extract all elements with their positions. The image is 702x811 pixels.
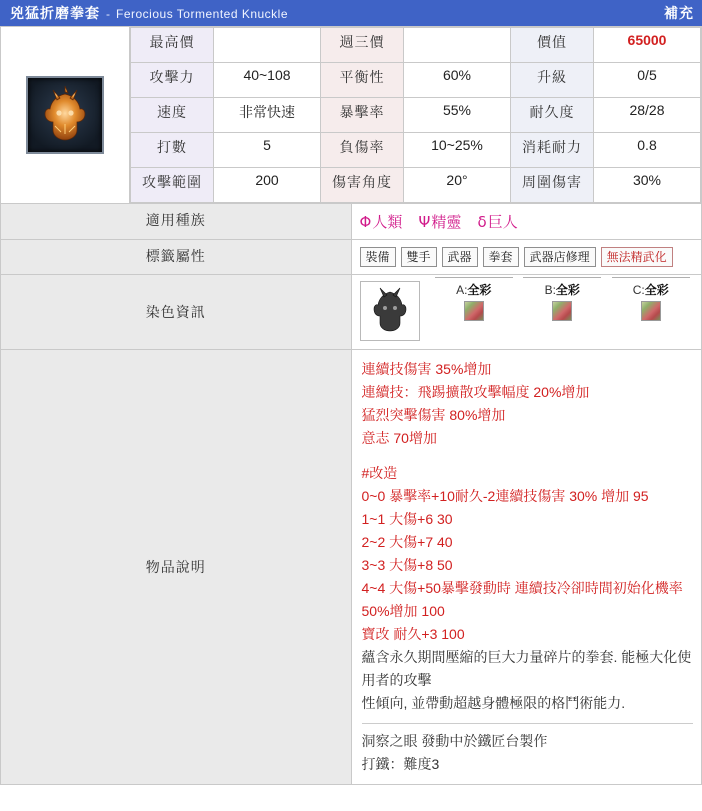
races-cell: [351, 204, 702, 240]
desc-line: 連續技傷害 35%增加: [361, 361, 492, 378]
race-elf-label: 精靈: [431, 214, 462, 231]
stat-value-wed-price: [404, 28, 511, 63]
dye-b-value: 全彩: [555, 283, 580, 298]
desc-line: 1~1 大傷+6 30: [361, 511, 453, 528]
stat-value-attack: 40~108: [214, 63, 321, 98]
dye-b-swatch[interactable]: [552, 301, 572, 321]
stat-value-balance: 60%: [404, 63, 511, 98]
stat-value-hits: 5: [214, 133, 321, 168]
tags-label: 標籤屬性: [1, 240, 352, 275]
stat-value-angle: 20°: [404, 168, 511, 203]
dye-columns: [430, 281, 696, 321]
stat-label-hits: 打數: [131, 133, 214, 168]
stat-value-crit: 55%: [404, 98, 511, 133]
tags-row: [1, 240, 702, 275]
stat-label-wed-price: 週三價: [321, 28, 404, 63]
desc-line: 4~4 大傷+50暴擊發動時 連續技冷卻時間初始化機率 50%增加 100: [361, 580, 687, 620]
stat-label-durability: 耐久度: [511, 98, 594, 133]
stats-row-2: [131, 63, 701, 98]
stats-grid: [130, 27, 701, 203]
race-giant-symbol: δ: [477, 213, 487, 231]
item-name-cn: 兇猛折磨拳套: [10, 5, 100, 21]
knuckle-item-icon: [35, 86, 95, 144]
races-label: 適用種族: [1, 204, 352, 240]
desc-line: 連續技：飛踢擴散攻擊幅度 20%增加: [361, 384, 590, 401]
title-supplement-label[interactable]: 補充: [664, 5, 694, 21]
stat-value-value: 65000: [594, 28, 701, 63]
title-bar: [0, 0, 702, 26]
stats-cell: [1, 27, 702, 204]
race-elf: [419, 214, 462, 231]
knuckle-silhouette-icon: [367, 286, 413, 336]
dye-column-a: [430, 281, 519, 321]
tag-knuckle[interactable]: 拳套: [483, 247, 519, 267]
stat-label-balance: 平衡性: [321, 63, 404, 98]
description-body: [352, 350, 702, 784]
tag-weapon[interactable]: 武器: [442, 247, 478, 267]
description-divider: [362, 723, 694, 724]
race-human-symbol: Φ: [359, 213, 372, 231]
stat-label-upgrade: 升級: [511, 63, 594, 98]
races-row: [1, 204, 702, 240]
stat-value-splash: 30%: [594, 168, 701, 203]
stats-row-4: [131, 133, 701, 168]
stat-label-splash: 周圍傷害: [511, 168, 594, 203]
race-elf-symbol: Ψ: [418, 213, 431, 231]
desc-line: 猛烈突擊傷害 80%增加: [361, 407, 506, 424]
tag-cannot-refine[interactable]: 無法精武化: [601, 247, 673, 267]
race-giant: [478, 214, 518, 231]
stat-label-max-price: 最高價: [131, 28, 214, 63]
stat-value-upgrade: 0/5: [594, 63, 701, 98]
stat-value-speed: 非常快速: [214, 98, 321, 133]
desc-flavor-line: 蘊含永久期間壓縮的巨大力量碎片的拳套. 能極大化使用者的攻擊: [361, 649, 692, 689]
stats-row-1: [131, 28, 701, 63]
dye-label: 染色資訊: [1, 275, 352, 350]
stats-row: [1, 27, 702, 204]
item-icon-frame[interactable]: [26, 76, 104, 154]
stat-label-crit: 暴擊率: [321, 98, 404, 133]
title-dash: -: [106, 7, 110, 21]
dye-cell: [351, 275, 702, 350]
stat-value-stamina: 0.8: [594, 133, 701, 168]
stat-value-max-price: [214, 28, 321, 63]
stat-value-range: 200: [214, 168, 321, 203]
dye-c-value: 全彩: [644, 283, 669, 298]
stats-row-5: [131, 168, 701, 203]
race-human-label: 人類: [372, 214, 403, 231]
craft-line: 洞察之眼 發動中於鐵匠台製作: [361, 733, 548, 750]
stats-row-3: [131, 98, 701, 133]
tag-equipment[interactable]: 裝備: [360, 247, 396, 267]
dye-column-a-caption: A:全彩: [456, 283, 492, 298]
craft-line: 打鐵：難度3: [361, 756, 440, 773]
dye-preview-icon[interactable]: [360, 281, 420, 341]
title-left-group: [10, 3, 288, 23]
dye-column-b-caption: B:全彩: [544, 283, 580, 298]
stat-label-attack: 攻擊力: [131, 63, 214, 98]
desc-line: 0~0 暴擊率+10耐久-2連續技傷害 30% 增加 95: [361, 488, 649, 505]
dye-column-c-caption: C:全彩: [632, 283, 669, 298]
stat-value-injury: 10~25%: [404, 133, 511, 168]
stat-value-durability: 28/28: [594, 98, 701, 133]
stat-label-stamina: 消耗耐力: [511, 133, 594, 168]
tag-two-handed[interactable]: 雙手: [401, 247, 437, 267]
dye-info: [352, 275, 702, 349]
dye-b-letter: B: [544, 283, 553, 298]
race-giant-label: 巨人: [487, 214, 518, 231]
description-cell: [351, 350, 702, 785]
stat-label-speed: 速度: [131, 98, 214, 133]
description-label: 物品說明: [1, 350, 352, 785]
item-table: [0, 26, 702, 785]
stat-label-angle: 傷害角度: [321, 168, 404, 203]
desc-line-modify-header: #改造: [361, 465, 398, 482]
tags-list: [352, 240, 702, 274]
tags-cell: [351, 240, 702, 275]
stat-label-value: 價值: [511, 28, 594, 63]
race-human: [360, 214, 403, 231]
desc-flavor-line: 性傾向, 並帶動超越身體極限的格鬥術能力.: [361, 695, 626, 712]
item-icon-cell: [1, 27, 130, 203]
desc-line: 意志 70增加: [361, 430, 437, 447]
dye-column-c: [607, 281, 696, 321]
dye-column-b: [518, 281, 607, 321]
stats-inner-table: [130, 27, 701, 203]
stat-label-injury: 負傷率: [321, 133, 404, 168]
item-name-en: Ferocious Tormented Knuckle: [116, 7, 289, 21]
stat-label-range: 攻擊範圍: [131, 168, 214, 203]
desc-spacer: [362, 450, 694, 462]
description-row: [1, 350, 702, 785]
dye-a-swatch[interactable]: [464, 301, 484, 321]
desc-line: 2~2 大傷+7 40: [361, 534, 453, 551]
dye-a-value: 全彩: [467, 283, 492, 298]
races-list: [352, 204, 702, 239]
dye-a-letter: A: [456, 283, 465, 298]
desc-line: 寶改 耐久+3 100: [361, 626, 465, 643]
tag-weapon-shop-repair[interactable]: 武器店修理: [524, 247, 596, 267]
desc-line: 3~3 大傷+8 50: [361, 557, 453, 574]
dye-c-letter: C: [632, 283, 642, 298]
dye-c-swatch[interactable]: [641, 301, 661, 321]
dye-row: [1, 275, 702, 350]
